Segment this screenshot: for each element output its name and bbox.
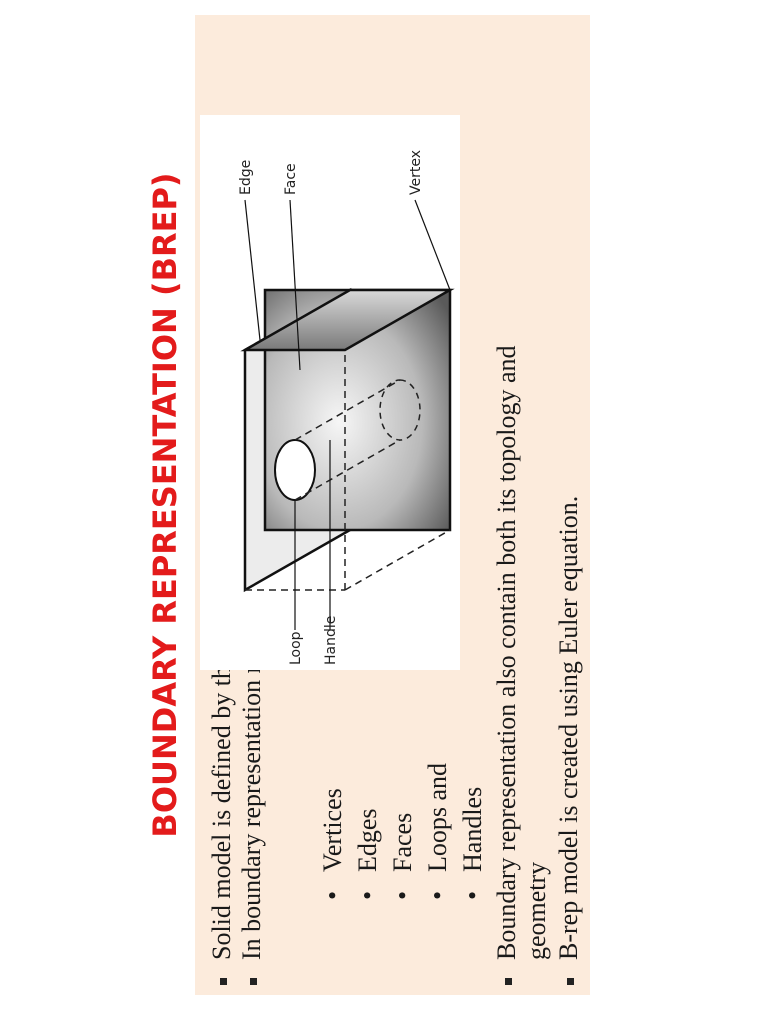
label-vertex: Vertex — [408, 149, 424, 195]
loop-hole — [275, 440, 315, 500]
label-face: Face — [283, 163, 299, 195]
bullet-square-icon — [505, 978, 512, 985]
brep-cube-diagram — [200, 115, 460, 670]
list-item-loops: • Loops and — [420, 763, 455, 900]
content-panel — [195, 15, 590, 995]
list-item-vertices: • Vertices — [315, 763, 350, 900]
cube-svg — [200, 115, 460, 670]
bullet-square-icon — [220, 978, 227, 985]
bullet-topology: Boundary representation also contain both its topology and — [492, 345, 521, 960]
label-loop: Loop — [288, 631, 304, 665]
list-item-faces: • Faces — [385, 763, 420, 900]
list-item-edges: • Edges — [350, 763, 385, 900]
bullet-square-icon — [250, 978, 257, 985]
bullet-topology-cont: geometry — [522, 861, 551, 960]
slide-title: BOUNDARY REPRESENTATION (BREP) — [146, 172, 184, 838]
slide — [140, 15, 590, 995]
component-list — [315, 763, 490, 900]
bullet-euler: B-rep model is created using Euler equation. — [554, 495, 583, 960]
list-item-handles: • Handles — [455, 763, 490, 900]
label-edge: Edge — [238, 159, 254, 195]
label-handle: Handle — [323, 615, 339, 665]
bullet-square-icon — [567, 978, 574, 985]
